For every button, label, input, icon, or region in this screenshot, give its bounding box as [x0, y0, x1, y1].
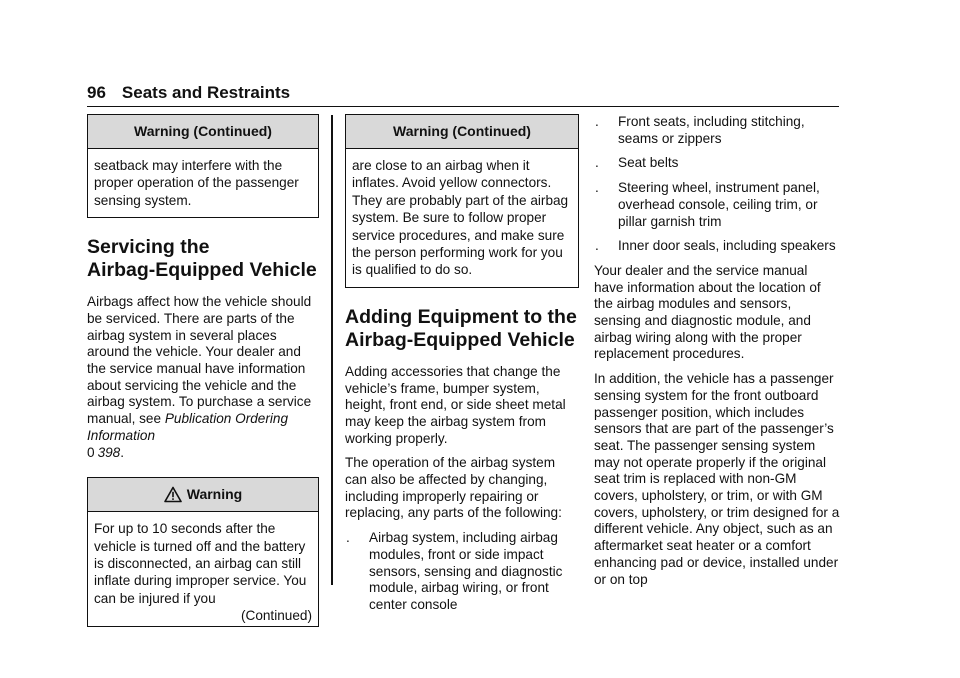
- warning-triangle-icon: [164, 486, 182, 503]
- warning-box-title: Warning: [88, 478, 318, 512]
- warning-box-title: Warning (Continued): [346, 115, 578, 149]
- paragraph: The operation of the airbag system can also be affected by changing, including improperly repairing or replacing, any parts of the following:: [345, 455, 562, 521]
- page-reference-icon: 0: [87, 444, 95, 460]
- section-title: Seats and Restraints: [121, 83, 291, 102]
- warning-box: [87, 477, 319, 627]
- bullet-marker: .: [346, 530, 350, 546]
- warning-box-body: seatback may interfere with the proper operation of the passenger sensing system.: [94, 158, 299, 208]
- column-3: [594, 114, 840, 596]
- list-item: . Steering wheel, instrument panel, overhead console, ceiling trim, or pillar garnish trim: [595, 180, 820, 229]
- warning-box-body: For up to 10 seconds after the vehicle is turned off and the battery is disconnected, an airbag can still inflate during improper service. You can be injured if you: [94, 521, 307, 606]
- list-item: . Front seats, including stitching, seams or zippers: [595, 114, 805, 146]
- section-heading-servicing: Servicing the Airbag-Equipped Vehicle: [87, 236, 317, 282]
- column-2: [345, 114, 579, 622]
- page-reference[interactable]: 398: [97, 444, 121, 460]
- continued-label: (Continued): [240, 608, 312, 624]
- page-header: [87, 84, 839, 107]
- bullet-marker: .: [595, 114, 599, 129]
- bullet-marker: .: [595, 180, 599, 196]
- servicing-paragraph: Airbags affect how the vehicle should be serviced. There are parts of the airbag system in several places around the vehicle. Your dealer and the service manual have information about servicing the vehicle and the airbag system. To purchase a service manual, see Publication Ordering Information 0 398.: [87, 294, 312, 460]
- section-heading-adding-equipment: Adding Equipment to the Airbag-Equipped Vehicle: [345, 305, 577, 351]
- warning-continued-box: [345, 114, 579, 288]
- warning-box-title: Warning (Continued): [88, 115, 318, 149]
- list-item: . Inner door seals, including speakers: [595, 238, 836, 254]
- paragraph: Adding accessories that change the vehicle’s frame, bumper system, height, front end, or side sheet metal may keep the airbag system from working properly.: [345, 363, 566, 446]
- paragraph: In addition, the vehicle has a passenger sensing system for the front outboard passenger position, which includes sensors that are part of the passenger’s seat. The passenger sensing system may not operate properly if the original seat trim is replaced with non-GM covers, upholstery, or trim, or with GM covers, upholstery, or trim designed for a different vehicle. Any object, such as an aftermarket seat heater or a comfort enhancing pad or device, installed under or on top: [594, 371, 840, 587]
- bullet-marker: .: [595, 238, 599, 254]
- warning-continued-box: [87, 114, 319, 218]
- column-1: [87, 114, 319, 645]
- bullet-marker: .: [595, 155, 599, 171]
- paragraph: Your dealer and the service manual have information about the location of the airbag modules and sensors, sensing and diagnostic module, and airbag wiring along with the proper replacement procedures.: [594, 262, 821, 362]
- list-item: . Airbag system, including airbag modules, front or side impact sensors, sensing and diagnostic module, airbag wiring, or front center console: [346, 530, 563, 612]
- page-number: 96: [87, 83, 106, 102]
- list-item: . Seat belts: [595, 155, 679, 171]
- publication-link[interactable]: Publication Ordering Information: [87, 411, 289, 443]
- warning-box-body: are close to an airbag when it inflates. Avoid yellow connectors. They are probably part of the airbag system. Be sure to follow proper service procedures, and make sure the person performing work for you is qualified to do so.: [352, 158, 569, 278]
- column-divider: [331, 115, 333, 585]
